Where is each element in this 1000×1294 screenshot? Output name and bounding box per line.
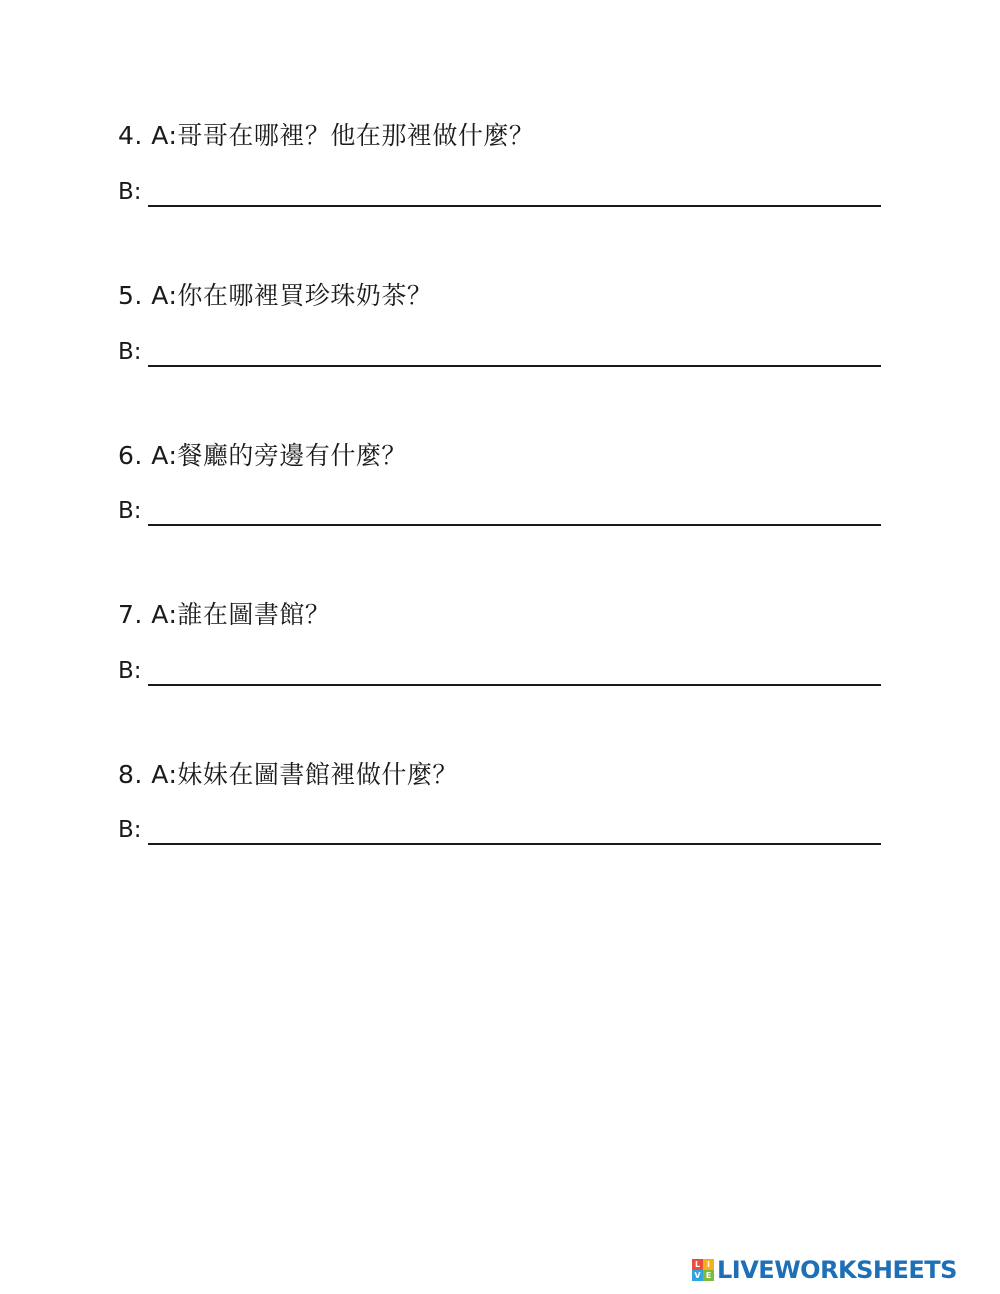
answer-5-label: B: [118, 339, 142, 365]
answer-row-5 [118, 337, 881, 371]
answer-row-8 [118, 815, 881, 849]
answer-8-field[interactable] [148, 819, 881, 845]
liveworksheets-logo-icon [692, 1259, 714, 1281]
liveworksheets-brand [692, 1255, 957, 1285]
logo-tile-i: I [703, 1259, 714, 1270]
question-4-prompt: 4. A:哥哥在哪裡？他在那裡做什麼？ [118, 121, 535, 150]
answer-5-field[interactable] [148, 341, 881, 367]
question-7-prompt: 7. A:誰在圖書館？ [118, 600, 331, 629]
answer-4-label: B: [118, 179, 142, 205]
answer-6-label: B: [118, 498, 142, 524]
answer-4-field[interactable] [148, 181, 881, 207]
answer-6-field[interactable] [148, 500, 881, 526]
answer-8-label: B: [118, 817, 142, 843]
answer-7-label: B: [118, 658, 142, 684]
brand-name: LIVEWORKSHEETS [717, 1256, 957, 1284]
answer-row-4 [118, 177, 881, 211]
logo-tile-l: L [692, 1259, 703, 1270]
question-6-prompt: 6. A:餐廳的旁邊有什麼？ [118, 441, 407, 470]
logo-tile-e: E [703, 1270, 714, 1281]
logo-tile-v: V [692, 1270, 703, 1281]
question-8-prompt: 8. A:妹妹在圖書館裡做什麼？ [118, 760, 458, 789]
answer-row-7 [118, 656, 881, 690]
answer-7-field[interactable] [148, 660, 881, 686]
question-5-prompt: 5. A:你在哪裡買珍珠奶茶？ [118, 281, 433, 310]
answer-row-6 [118, 496, 881, 530]
